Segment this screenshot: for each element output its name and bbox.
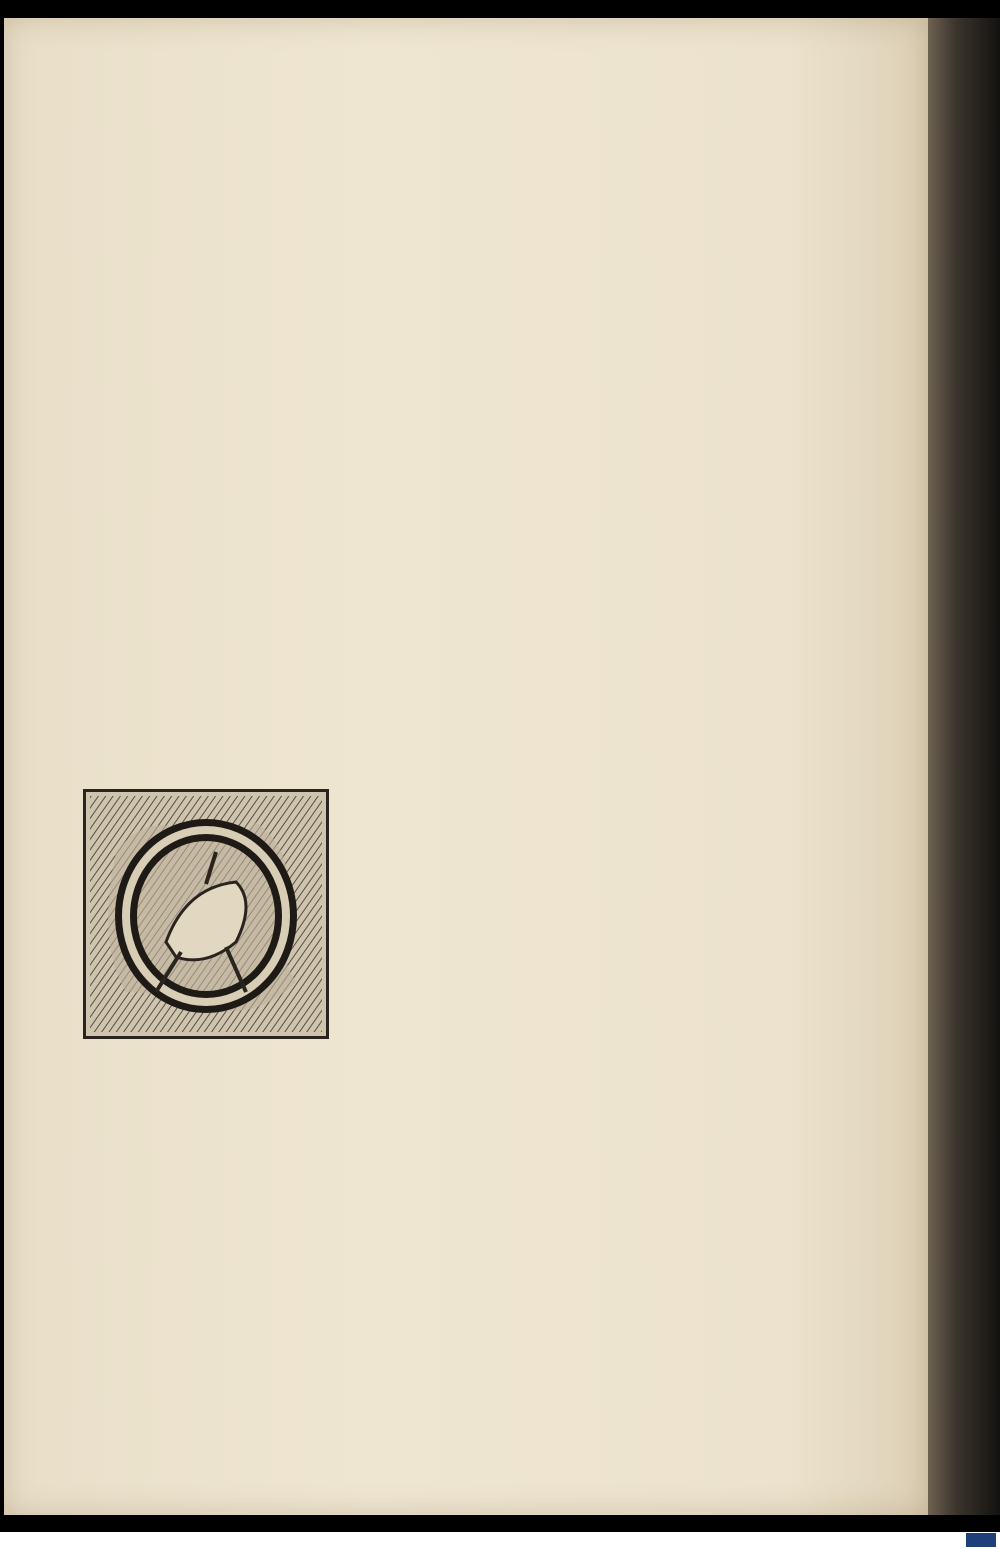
dfg-logo	[966, 1533, 996, 1547]
book-page	[4, 18, 928, 1515]
decorated-initial	[83, 789, 329, 1039]
woodcut-initial-o	[86, 792, 326, 1036]
footer-bar	[0, 1532, 1000, 1549]
running-header	[4, 98, 928, 138]
book-edge	[928, 18, 1000, 1515]
